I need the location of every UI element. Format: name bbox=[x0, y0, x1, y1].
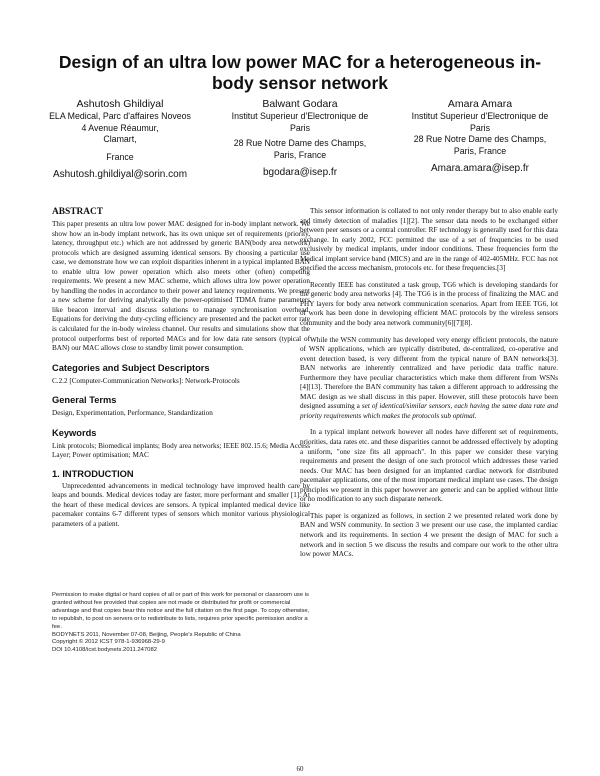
author-block bbox=[30, 97, 570, 183]
doi-line: DOI 10.4108/icst.bodynets.2011.247082 bbox=[52, 647, 158, 654]
author-affiliation-line: Paris bbox=[289, 122, 311, 133]
author-affiliation-line: France bbox=[106, 151, 134, 162]
abstract-text: This paper presents an ultra low power MAC designed for in-body implant network. We show how an in-body implant network, has its own unique set of requirements (priority, latency, throughput etc.) which are not addressed by generic BAN(body area network) protocols which are designed assuming identical sensors. By choosing a particular use case, we demonstrate how we can exploit disparities inherent in a typical implanted BAN to enable ultra low power operation which also meets other (often) competing requirements. We present a new MAC scheme, which allows ultra low power operation by handling the nodes in accordance to their power and latency requirements. We present a new scheme for deriving analytically the power-optimised TDMA frame parameters like beacon interval and discuss solutions to manage synchronisation overhead. Equations for deriving the duty-cycling efficiency are presented and the packet error rate is calculated for the in-body wireless channel. Our results and simulations show that the protocol outperforms best of reported MACs and for low data rate sensors (typical of BAN) our MAC allows close to standby limit power consumption. bbox=[52, 220, 310, 353]
author-2 bbox=[210, 97, 390, 179]
author-email: bgodara@isep.fr bbox=[262, 167, 338, 178]
author-affiliation-line: 4 Avenue Réaumur, bbox=[81, 122, 159, 133]
author-email: Amara.amara@isep.fr bbox=[431, 163, 529, 174]
author-affiliation-line: Institut Superieur d'Electronique de bbox=[231, 111, 369, 121]
permission-text: Permission to make digital or hard copies of all or part of this work for personal or classroom use is granted without fee provided that copies are not made or distributed for profit or commercial advantage and that copies bear this notice and the full citation on the first page. To copy otherwise, to republish, to post on servers or to redistribute to lists, requires prior specific permission and/or a fee. bbox=[52, 592, 310, 630]
keywords-text: Link protocols; Biomedical implants; Body area networks; IEEE 802.15.6; Media Access Layer; Power optimisation; MAC bbox=[52, 441, 310, 460]
right-column bbox=[300, 207, 558, 560]
introduction-paragraph: Unprecedented advancements in medical technology have improved health care by leaps and bounds. Medical devices today are faster, more performant and smaller [1]. At the heart of these medical devices are sensors. A typical implanted medical device like pacemaker contains 6-7 different types of sensors which monitor various physiological parameters of a patient. bbox=[52, 481, 310, 529]
author-affiliation-line: 28 Rue Notre Dame des Champs, bbox=[233, 138, 367, 148]
copyright-line: Copyright © 2012 ICST 978-1-936968-29-9 bbox=[52, 639, 165, 646]
author-1 bbox=[30, 97, 210, 181]
body-paragraph: In a typical implant network however all nodes have different set of requirements, priorities, data rates etc. and these disparities cannot be addressed effectively by adopting a uniform, "one size fits all approach". In this paper we consider these varying requirements and present the design of one such protocol which addresses these varied needs. Our MAC has been designed for an implanted cardiac network for distributed pacemaker applications, one of the most important medical implant use cases. The design principles we present in this paper however are generic and can be applied without little or no modification to any such disparate network. bbox=[300, 428, 558, 504]
author-name: Ashutosh Ghildiyal bbox=[76, 98, 164, 110]
categories-heading: Categories and Subject Descriptors bbox=[52, 362, 210, 373]
author-affiliation-line: Paris, France bbox=[273, 149, 327, 160]
author-3 bbox=[390, 97, 570, 175]
introduction-heading: 1. INTRODUCTION bbox=[52, 468, 134, 479]
body-paragraph: This sensor information is collated to not only render therapy but to also enable early and timely detection of maladies [1][2]. The sensor data needs to be exchanged either between peer sensors or a central controller. RF technology is generally used for this data exchange. In early 2002, FCC permitted the use of a set of frequencies to be used exclusively by medical implants, under indoor conditions. These frequencies form the Medical implant service band (MICS) and are in the range of 402-405MHz. FCC has not specified the access mechanism, protocols etc. for these frequencies.[3] bbox=[300, 207, 558, 273]
author-name: Amara Amara bbox=[447, 98, 513, 110]
categories-text: C.2.2 [Computer-Communication Networks]: Network-Protocols bbox=[52, 376, 240, 385]
body-text-emphasis: set of identical/similar sensors, each having the same data rate and priority requirements which makes the protocols sub optimal. bbox=[300, 402, 558, 420]
author-affiliation-line: Paris bbox=[469, 122, 491, 133]
author-affiliation-line: Paris, France bbox=[453, 145, 507, 156]
left-column bbox=[52, 207, 310, 530]
keywords-heading: Keywords bbox=[52, 427, 97, 438]
paper-title: Design of an ultra low power MAC for a heterogeneous in-body sensor network bbox=[58, 52, 542, 93]
body-text: While the WSN community has developed very energy efficient protocols, the nature of WSN applications, which are typically distributed, de-centralized, co-operative and event detection based, is very different from the typical nature of BAN networks[3]. BAN networks are inherently centralized and have periodic data traffic nature. Furthermore they have peculiar characteristics which make them different from WSNs [4][13]. Therefore the BAN community has taken a different approach to addressing the MAC design as we shall discuss in this paper. However, still these protocols have been designed assuming a bbox=[300, 335, 558, 411]
author-affiliation-line: Institut Superieur d'Electronique de bbox=[411, 111, 549, 121]
copyright-notice bbox=[52, 592, 310, 655]
body-paragraph: This paper is organized as follows, in section 2 we presented related work done by BAN and WSN community. In section 3 we present our use case, the implanted cardiac network and its requirements. In section 4 we present the design of MAC for such a network and in section 5 we discuss the results and compare our work to the other ultra low power MACs. bbox=[300, 511, 558, 559]
general-terms-heading: General Terms bbox=[52, 395, 117, 406]
author-name: Balwant Godara bbox=[262, 98, 338, 110]
abstract-heading: ABSTRACT bbox=[52, 207, 104, 217]
author-affiliation-line: ELA Medical, Parc d'affaires Noveos bbox=[49, 111, 191, 121]
general-terms-text: Design, Experimentation, Performance, Standardization bbox=[52, 409, 213, 418]
author-affiliation-line: 28 Rue Notre Dame des Champs, bbox=[413, 134, 547, 144]
author-affiliation-line: Clamart, bbox=[103, 134, 137, 144]
body-paragraph: Recently IEEE has constituted a task group, TG6 which is developing standards for the generic body area networks [4]. The TG6 is in the process of finalizing the MAC and PHY layers for body area network communication scenarios. Apart from IEEE TG6, lot of work has been done in developing efficient MAC protocols by the wireless sensors community and the body area network community[6][7][8]. bbox=[300, 280, 558, 328]
page-number: 60 bbox=[296, 765, 304, 773]
body-paragraph bbox=[300, 336, 558, 422]
author-email: Ashutosh.ghildiyal@sorin.com bbox=[52, 169, 188, 180]
conference-line: BODYNETS 2011, November 07-08, Beijing, People's Republic of China bbox=[52, 631, 241, 638]
